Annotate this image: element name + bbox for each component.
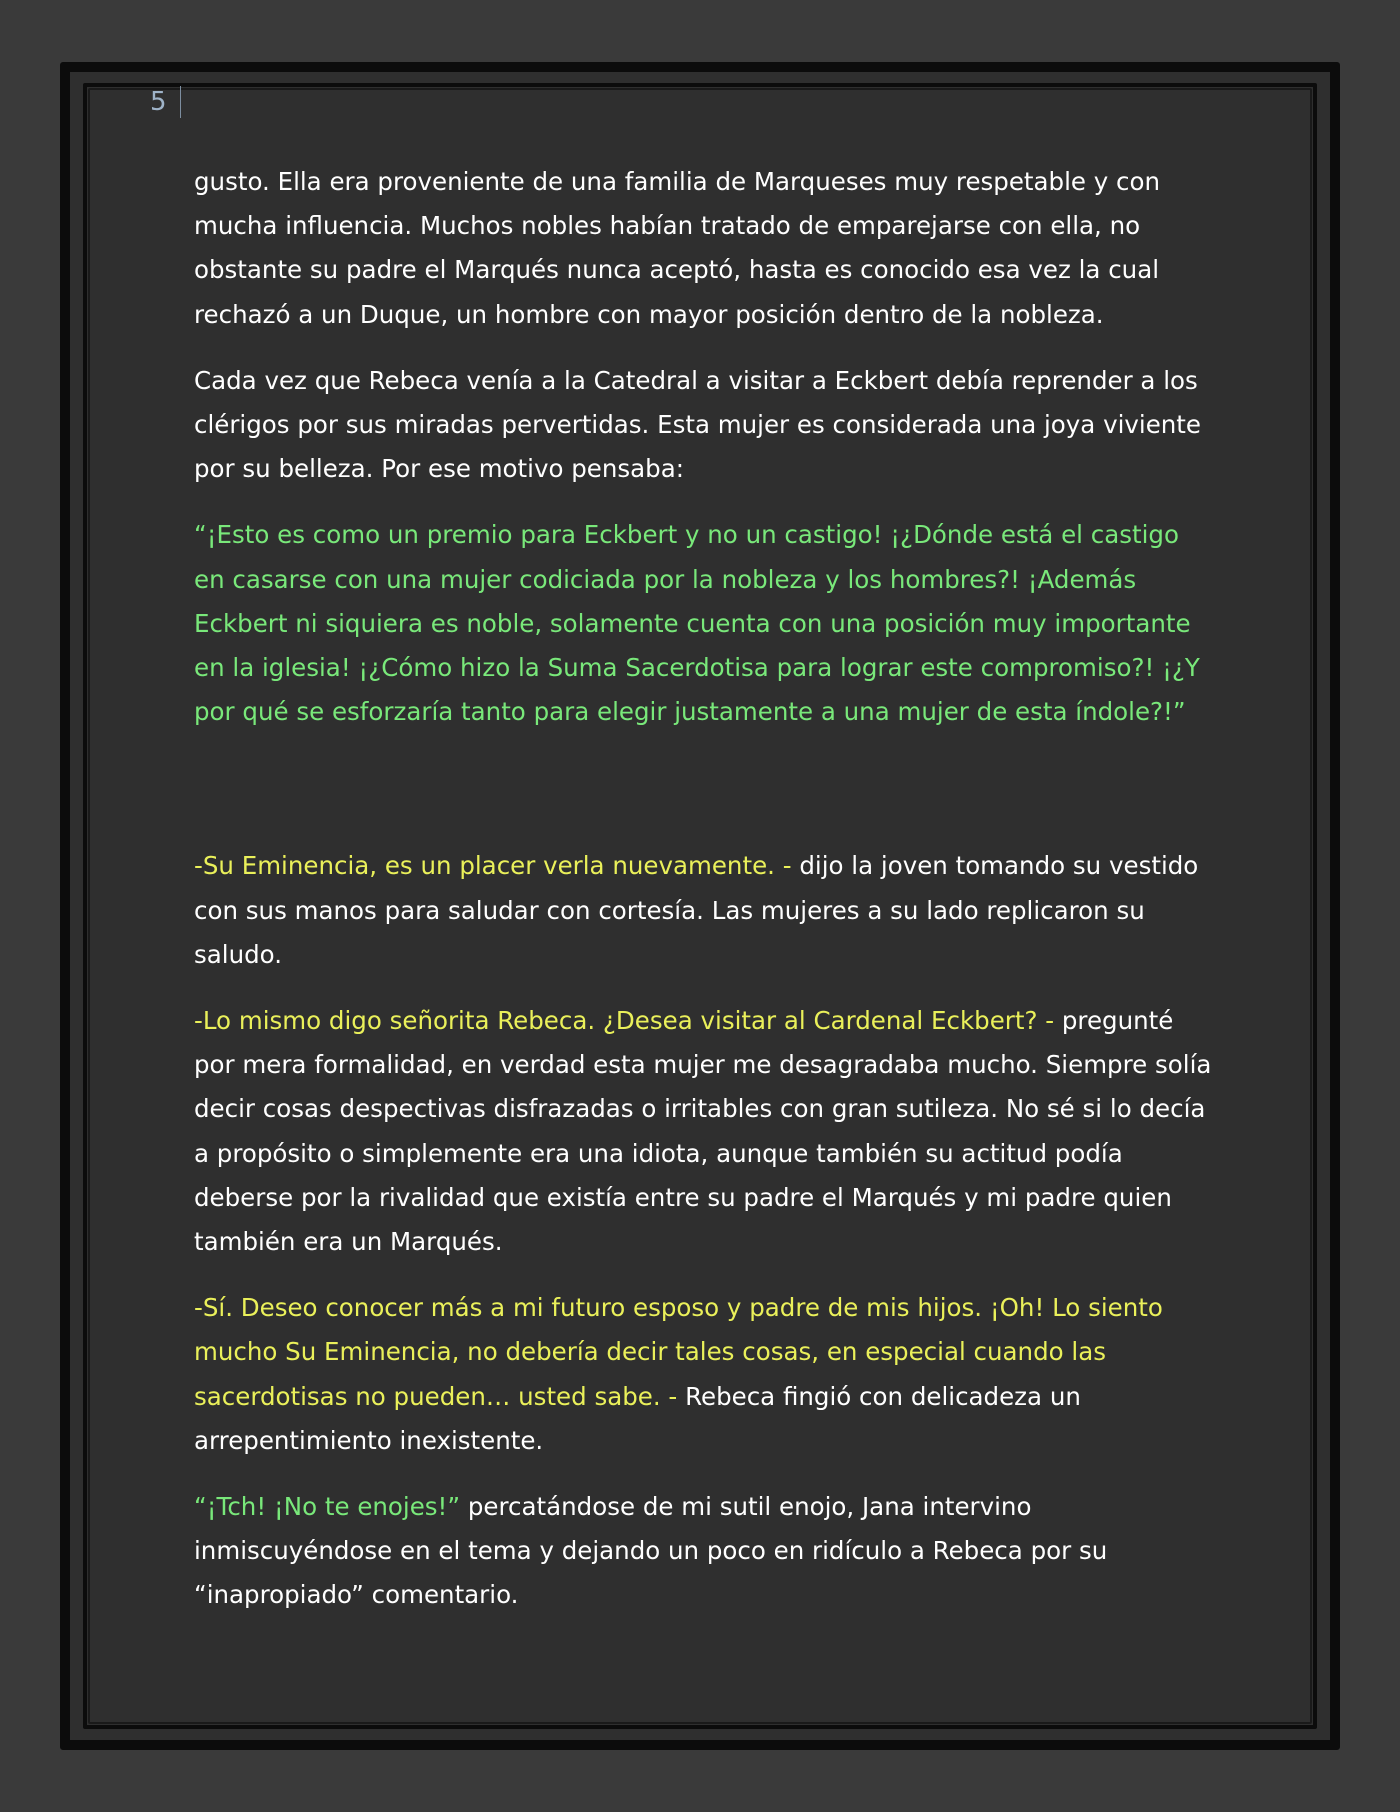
narration-text: pregunté por mera formalidad, en verdad esta mujer me desagradaba mucho. Siempre solía decir cosas despectivas disfrazadas o irritables con gran sutileza. No sé si lo decía a propósito o simplemente era una idiota, aunque también su actitud podía deberse por la rivalidad que existía entre su padre el Marqués y mi padre quien también era un Marqués. — [194, 1006, 1212, 1257]
paragraph-thought-2 — [194, 1485, 1216, 1618]
narration-text: Rebeca fingió con delicadeza un arrepentimiento inexistente. — [194, 1381, 1081, 1455]
dialogue-text: -Sí. Deseo conocer más a mi futuro esposo y padre de mis hijos. ¡Oh! Lo siento mucho Su Eminencia, no debería decir tales cosas, en especial cuando las sacerdotisas no pueden… usted sabe. - — [194, 1293, 1163, 1411]
thought-text: “¡Esto es como un premio para Eckbert y no un castigo! ¡¿Dónde está el castigo en casarse con una mujer codiciada por la nobleza y los hombres?! ¡Además Eckbert ni siquiera es noble, solamente cuenta con una posición muy importante en la iglesia! ¡¿Cómo hizo la Suma Sacerdotisa para lograr este compromiso?! ¡¿Y por qué se esforzaría tanto para elegir justamente a una mujer de esta índole?!” — [194, 520, 1200, 727]
paragraph-dialogue-2 — [194, 999, 1216, 1264]
dialogue-text: -Lo mismo digo señorita Rebeca. ¿Desea visitar al Cardenal Eckbert? - — [194, 1006, 1055, 1036]
thought-text: “¡Tch! ¡No te enojes!” — [194, 1492, 461, 1522]
paragraph-dialogue-1 — [194, 844, 1216, 977]
narration-text: percatándose de mi sutil enojo, Jana intervino inmiscuyéndose en el tema y dejando un poco en ridículo a Rebeca por su “inapropiado” comentario. — [194, 1492, 1108, 1610]
document-body — [194, 160, 1216, 1640]
section-gap — [194, 756, 1216, 844]
paragraph-narration-2 — [194, 359, 1216, 492]
paragraph-narration-1 — [194, 160, 1216, 337]
page-number-divider — [180, 86, 181, 118]
narration-text: Cada vez que Rebeca venía a la Catedral a visitar a Eckbert debía reprender a los clérigos por sus miradas pervertidas. Esta mujer es considerada una joya viviente por su belleza. Por ese motivo pensaba: — [194, 365, 1201, 484]
page-number: 5 — [150, 87, 167, 117]
narration-text: dijo la joven tomando su vestido con sus manos para saludar con cortesía. Las mujeres a su lado replicaron su saludo. — [194, 851, 1199, 969]
paragraph-dialogue-3 — [194, 1286, 1216, 1463]
paragraph-thought-1 — [194, 513, 1216, 734]
narration-text: gusto. Ella era proveniente de una familia de Marqueses muy respetable y con mucha influencia. Muchos nobles habían tratado de emparejarse con ella, no obstante su padre el Marqués nunca aceptó, hasta es conocido esa vez la cual rechazó a un Duque, un hombre con mayor posición dentro de la nobleza. — [194, 167, 1161, 329]
dialogue-text: -Su Eminencia, es un placer verla nuevamente. - — [194, 851, 792, 881]
